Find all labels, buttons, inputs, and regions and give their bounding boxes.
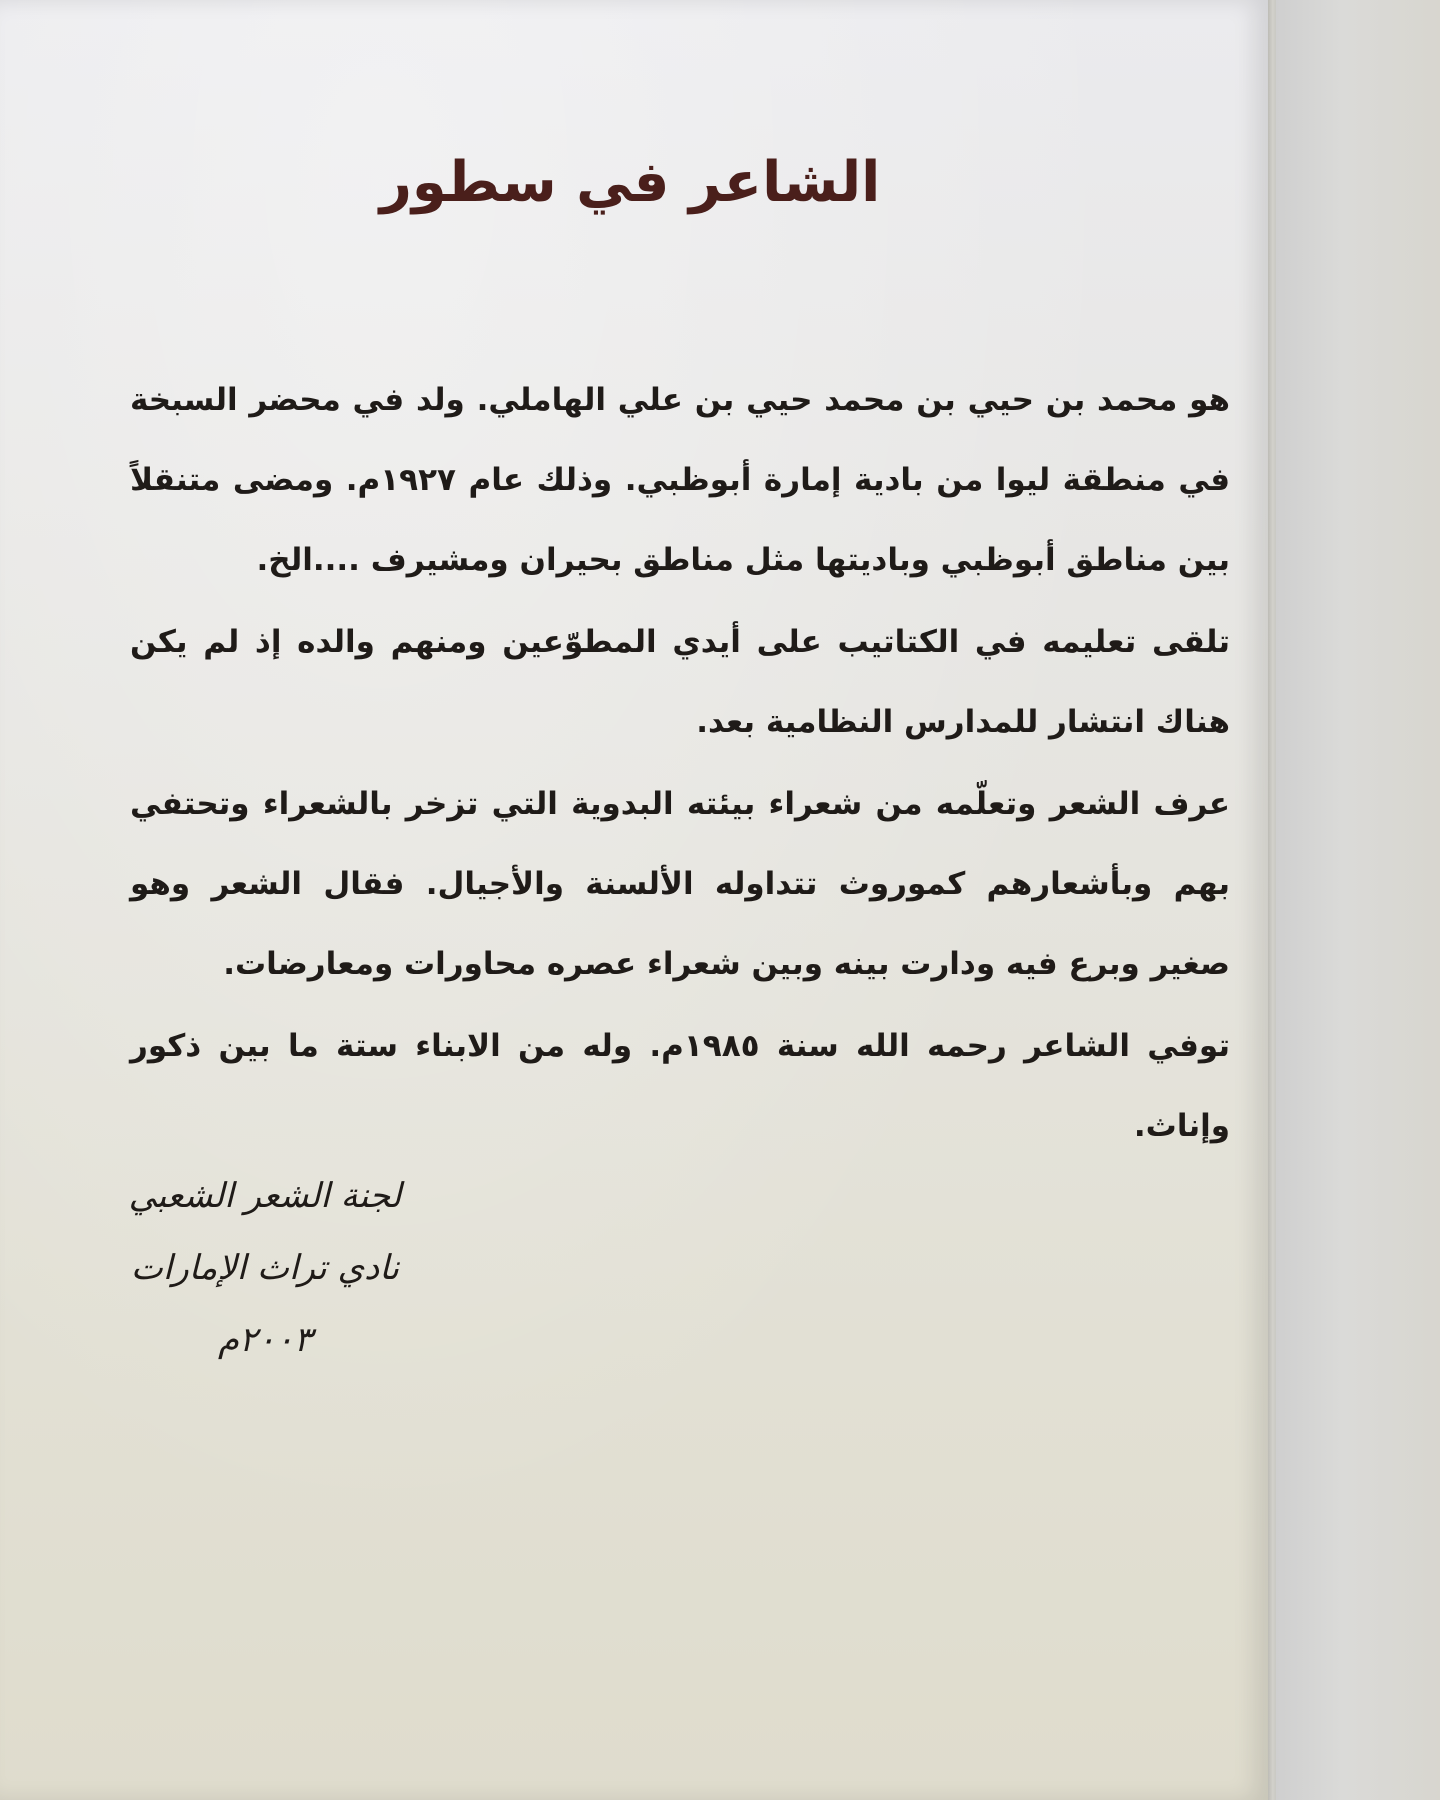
paragraph-death: توفي الشاعر رحمه الله سنة ١٩٨٥م. وله من الابناء ستة ما بين ذكور وإناث.	[130, 1028, 1230, 1144]
page-title: الشاعر في سطور	[379, 150, 881, 215]
signature-year: ٢٠٠٣م	[217, 1320, 313, 1360]
paragraph-poetry: عرف الشعر وتعلّمه من شعراء بيئته البدوية التي تزخر بالشعراء وتحتفي بهم وبأشعارهم كموروث تتداوله الألسنة والأجيال. فقال الشعر وهو صغير وبرع فيه ودارت بينه وبين شعراء عصره محاورات ومعارضات.	[130, 786, 1230, 982]
paragraph-education: تلقى تعليمه في الكتاتيب على أيدي المطوّعين ومنهم والده إذ لم يكن هناك انتشار للمدارس النظامية بعد.	[130, 624, 1230, 740]
next-page-edge	[1276, 0, 1440, 1800]
biography-text	[130, 360, 1230, 1168]
signature-club: نادي تراث الإمارات	[130, 1248, 400, 1288]
paragraph-birth: هو محمد بن حيي بن محمد حيي بن علي الهاملي. ولد في محضر السبخة في منطقة ليوا من بادية إمارة أبوظبي. وذلك عام ١٩٢٧م. ومضى متنقلاً بين مناطق أبوظبي وباديتها مثل مناطق بحيران ومشيرف ....الخ.	[130, 382, 1231, 578]
signature-block	[100, 1160, 430, 1376]
signature-committee: لجنة الشعر الشعبي	[128, 1176, 402, 1216]
page-edge	[1268, 0, 1276, 1800]
